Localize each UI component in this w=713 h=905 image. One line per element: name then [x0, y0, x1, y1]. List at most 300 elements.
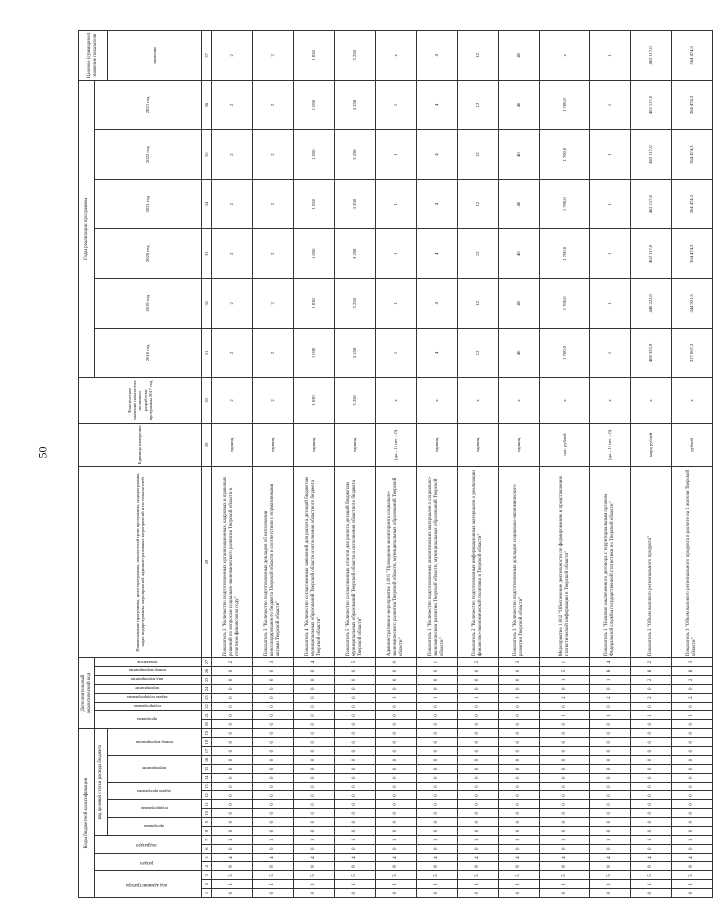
code-cell: 2 — [672, 675, 713, 684]
code-cell: 0 — [631, 738, 672, 747]
table-row — [540, 31, 590, 898]
year-value-cell: 1 050 — [294, 80, 335, 130]
code-cell: 0 — [499, 782, 540, 791]
column-number: 14 — [202, 773, 212, 782]
unit-cell: тыс. рублей — [540, 423, 590, 466]
code-cell: 0 — [540, 747, 590, 756]
program-indicators-table — [78, 30, 713, 898]
code-cell: 0 — [631, 729, 672, 738]
code-cell: 5 — [335, 658, 376, 667]
column-number: 7 — [202, 835, 212, 844]
code-cell: 0 — [590, 747, 631, 756]
code-cell: 2 — [631, 693, 672, 702]
column-number: 10 — [202, 809, 212, 818]
cls-event-header: мероприятие — [95, 684, 202, 693]
code-cell: 0 — [376, 747, 417, 756]
code-cell: 1 — [212, 880, 253, 889]
column-number: 12 — [202, 791, 212, 800]
code-cell: 0 — [212, 791, 253, 800]
code-cell: 0 — [335, 791, 376, 800]
code-cell: 1 — [540, 711, 590, 720]
code-cell: 0 — [540, 720, 590, 729]
code-cell: 0 — [212, 675, 253, 684]
code-cell: 3 — [672, 658, 713, 667]
year-value-cell: 2 — [253, 279, 294, 329]
code-cell: 0 — [212, 738, 253, 747]
code-cell: 0 — [253, 729, 294, 738]
final-value-cell: 12 — [458, 31, 499, 81]
code-cell: 0 — [540, 791, 590, 800]
code-cell: 0 — [631, 809, 672, 818]
code-cell: 8 — [458, 862, 499, 871]
code-cell: 1 — [417, 658, 458, 667]
code-cell: 0 — [631, 844, 672, 853]
code-cell: 0 — [294, 889, 335, 898]
code-cell: 1 — [590, 675, 631, 684]
code-cell: 0 — [540, 756, 590, 765]
classifier-group-header: Дополнительный аналитический код — [79, 658, 95, 729]
code-cell: 0 — [376, 711, 417, 720]
code-subsection-header: подраздел — [95, 835, 202, 853]
year-value-cell: 2 — [212, 328, 253, 378]
code-cell: 0 — [499, 675, 540, 684]
code-cell: 0 — [335, 684, 376, 693]
code-cell: 0 — [212, 702, 253, 711]
year-value-cell: 12 — [458, 130, 499, 180]
final-value-cell: х — [540, 31, 590, 81]
code-cell: 0 — [540, 800, 590, 809]
year-value-cell: 2 — [212, 130, 253, 180]
year-value-cell: 344 921,5 — [672, 279, 713, 329]
code-cell: 0 — [376, 684, 417, 693]
column-number: 33 — [202, 229, 212, 279]
code-cell: 5 — [335, 871, 376, 880]
code-cell: 0 — [376, 764, 417, 773]
indicator-name: Административное мероприятие 1.001 "Проведение мониторинга социально-экономического развития Тверской области, муниципальных образований Тверской области" — [376, 467, 417, 658]
code-cell: 0 — [253, 693, 294, 702]
code-cell: 0 — [590, 738, 631, 747]
code-cell: 0 — [294, 773, 335, 782]
code-cell: 1 — [672, 711, 713, 720]
year-2022-header: 2022 год — [95, 130, 202, 180]
code-cell: 0 — [631, 791, 672, 800]
year-value-cell: 364 474,3 — [672, 179, 713, 229]
code-cell: 0 — [417, 827, 458, 836]
code-cell: 0 — [212, 782, 253, 791]
code-cell: 4 — [458, 853, 499, 862]
code-cell: 0 — [590, 844, 631, 853]
base-value-cell: х — [672, 378, 713, 423]
code-cell: 4 — [417, 853, 458, 862]
code-cell: 1 — [376, 880, 417, 889]
base-value-cell: х — [458, 378, 499, 423]
code-cell: 0 — [417, 729, 458, 738]
cls-indicator-header: показатель — [95, 658, 202, 667]
year-value-cell: 12 — [458, 328, 499, 378]
code-cell: 1 — [335, 835, 376, 844]
code-cell: 0 — [458, 702, 499, 711]
year-value-cell: 40 — [499, 229, 540, 279]
code-cell: 0 — [376, 827, 417, 836]
year-value-cell: 1 — [376, 179, 417, 229]
column-number: 16 — [202, 756, 212, 765]
code-cell: 0 — [253, 800, 294, 809]
code-cell: 1 — [540, 658, 590, 667]
year-value-cell: 12 — [458, 279, 499, 329]
code-cell: 0 — [253, 764, 294, 773]
code-cell: 4 — [294, 658, 335, 667]
code-cell: 0 — [335, 764, 376, 773]
code-cell: 0 — [212, 844, 253, 853]
code-cell: 8 — [335, 862, 376, 871]
code-cell: 8 — [672, 862, 713, 871]
code-cell: 0 — [376, 791, 417, 800]
target-article-header: код целевой статьи расхода бюджета — [95, 729, 108, 836]
year-value-cell: 1 050 — [294, 179, 335, 229]
code-cell: 5 — [540, 871, 590, 880]
code-cell: 0 — [376, 844, 417, 853]
code-cell: 0 — [335, 738, 376, 747]
unit-header: Единица измерения — [79, 423, 202, 466]
codes-group-header: Коды бюджетной классификации — [79, 729, 95, 898]
code-cell: 0 — [212, 747, 253, 756]
code-cell: 8 — [540, 862, 590, 871]
code-cell: 0 — [417, 818, 458, 827]
code-cell: 0 — [376, 720, 417, 729]
column-number: 11 — [202, 800, 212, 809]
column-number: 1 — [202, 889, 212, 898]
code-cell: 0 — [458, 809, 499, 818]
code-cell: 0 — [590, 809, 631, 818]
code-cell: 1 — [631, 880, 672, 889]
code-cell: 1 — [376, 835, 417, 844]
code-cell: 0 — [590, 764, 631, 773]
code-cell: 0 — [294, 782, 335, 791]
cls-task-header: задача подпрограммы — [95, 693, 202, 702]
base-value-cell: х — [376, 378, 417, 423]
column-number: 9 — [202, 818, 212, 827]
year-value-cell: 440 222,0 — [631, 279, 672, 329]
year-value-cell: 2 — [212, 80, 253, 130]
code-cell: 0 — [499, 667, 540, 676]
code-cell: 1 — [590, 835, 631, 844]
code-cell: 0 — [253, 684, 294, 693]
unit-cell: единиц — [499, 423, 540, 466]
unit-cell: рублей — [672, 423, 713, 466]
year-value-cell: 1 — [376, 130, 417, 180]
code-cell: 4 — [499, 853, 540, 862]
final-value-header: значение — [108, 31, 202, 81]
year-value-cell: 1 — [590, 130, 631, 180]
column-number: 32 — [202, 279, 212, 329]
year-value-cell: 2 — [212, 179, 253, 229]
unit-cell: (да – 1/ нет – 0) — [376, 423, 417, 466]
final-value-cell: 2 — [212, 31, 253, 81]
code-cell: 0 — [499, 818, 540, 827]
code-cell: 0 — [253, 773, 294, 782]
year-value-cell: 1 030 — [294, 279, 335, 329]
code-cell: 0 — [631, 684, 672, 693]
code-cell: 0 — [417, 711, 458, 720]
code-cell: 4 — [672, 853, 713, 862]
code-cell: 1 — [631, 835, 672, 844]
indicator-name: Показатель 3 "Количество подготовленных докладов об исполнении консолидированного бюджета Тверской области в соответствии с нормативными актами Тверской области" — [253, 467, 294, 658]
code-cell: 0 — [631, 764, 672, 773]
code-cell: 1 — [212, 835, 253, 844]
code-cell: 0 — [212, 720, 253, 729]
year-value-cell: 40 — [499, 279, 540, 329]
code-cell: 0 — [672, 764, 713, 773]
code-cell: 0 — [294, 818, 335, 827]
code-cell: 0 — [672, 684, 713, 693]
year-value-cell: 2 — [253, 229, 294, 279]
year-value-cell: 1 700,0 — [540, 328, 590, 378]
code-cell: 0 — [590, 756, 631, 765]
unit-cell: единиц — [294, 423, 335, 466]
code-cell: 1 — [499, 693, 540, 702]
code-cell: 0 — [540, 738, 590, 747]
year-value-cell: 3 258 — [335, 130, 376, 180]
code-cell: 0 — [335, 675, 376, 684]
table-row — [212, 31, 253, 898]
code-cell: 0 — [253, 738, 294, 747]
code-cell: 0 — [590, 827, 631, 836]
code-cell: 0 — [294, 791, 335, 800]
code-cell: 1 — [335, 880, 376, 889]
code-cell: 0 — [417, 773, 458, 782]
code-cell: 0 — [253, 702, 294, 711]
year-value-cell: 1 — [590, 229, 631, 279]
code-cell: 0 — [376, 818, 417, 827]
column-number: 21 — [202, 711, 212, 720]
base-value-cell: 1 030 — [294, 378, 335, 423]
code-cell: 0 — [540, 827, 590, 836]
code-cell: 0 — [294, 729, 335, 738]
code-cell: 0 — [376, 738, 417, 747]
unit-cell: единиц — [335, 423, 376, 466]
final-value-cell: 2 — [253, 31, 294, 81]
code-cell: 1 — [417, 835, 458, 844]
table-body — [212, 31, 713, 898]
code-cell: 0 — [376, 782, 417, 791]
year-2021-header: 2021 год — [95, 179, 202, 229]
year-value-cell: 364 474,3 — [672, 80, 713, 130]
code-cell: 0 — [417, 702, 458, 711]
code-cell: 1 — [672, 880, 713, 889]
code-cell: 1 — [376, 693, 417, 702]
code-cell: 0 — [376, 756, 417, 765]
code-cell: 0 — [458, 756, 499, 765]
code-cell: 0 — [458, 738, 499, 747]
code-cell: 0 — [417, 782, 458, 791]
year-value-cell: 1 050 — [294, 130, 335, 180]
code-cell: 0 — [499, 729, 540, 738]
code-cell: 8 — [590, 862, 631, 871]
code-cell: 1 — [672, 835, 713, 844]
year-value-cell: 2 — [253, 179, 294, 229]
indicator-name: Показатель 4 "Количество согласованных заявлений для расчета дотаций бюджетам муниципальных образований Тверской области и исполнения областного бюджета Тверской области" — [294, 467, 335, 658]
code-cell: 0 — [540, 729, 590, 738]
code-cell: 0 — [335, 809, 376, 818]
code-cell: 0 — [631, 720, 672, 729]
code-cell: 0 — [294, 756, 335, 765]
column-number: 13 — [202, 782, 212, 791]
code-cell: 0 — [253, 809, 294, 818]
code-cell: 0 — [376, 809, 417, 818]
column-number: 25 — [202, 675, 212, 684]
code-cell: 5 — [590, 871, 631, 880]
code-cell: 0 — [672, 889, 713, 898]
code-cell: 0 — [499, 738, 540, 747]
code-cell: 1 — [294, 880, 335, 889]
code-cell: 4 — [212, 853, 253, 862]
final-value-cell: 1 050 — [294, 31, 335, 81]
code-cell: 0 — [335, 827, 376, 836]
year-value-cell: 4 — [417, 130, 458, 180]
column-number: 18 — [202, 738, 212, 747]
year-2020-header: 2020 год — [95, 229, 202, 279]
code-subprogram-header: подпрограмма — [108, 800, 202, 818]
code-cell: 0 — [253, 756, 294, 765]
year-value-cell: 12 — [458, 229, 499, 279]
code-event-number-header: номер мероприятия — [108, 729, 202, 756]
final-value-cell: х — [376, 31, 417, 81]
code-cell: 0 — [499, 711, 540, 720]
column-number: 29 — [202, 423, 212, 466]
base-value-cell: 2 — [212, 378, 253, 423]
code-cell: 5 — [253, 871, 294, 880]
code-cell: 0 — [253, 675, 294, 684]
code-cell: 0 — [499, 747, 540, 756]
code-cell: 0 — [335, 693, 376, 702]
code-cell: 0 — [458, 827, 499, 836]
code-cell: 1 — [458, 880, 499, 889]
table-row — [376, 31, 417, 898]
code-cell: 0 — [376, 658, 417, 667]
code-cell: 6 — [672, 667, 713, 676]
year-value-cell: 2 — [212, 279, 253, 329]
code-cell: 0 — [672, 756, 713, 765]
code-cell: 5 — [540, 667, 590, 676]
cls-event-number-header: номер мероприятия — [95, 667, 202, 676]
code-cell: 4 — [540, 853, 590, 862]
code-cell: 0 — [590, 684, 631, 693]
base-value-cell: х — [540, 378, 590, 423]
unit-cell: единиц — [212, 423, 253, 466]
year-value-cell: 317 067,2 — [672, 328, 713, 378]
column-number: 15 — [202, 764, 212, 773]
code-cell: 0 — [294, 702, 335, 711]
code-cell: 0 — [417, 684, 458, 693]
code-cell: 0 — [335, 667, 376, 676]
code-cell: 0 — [212, 809, 253, 818]
year-value-cell: 462 117,0 — [631, 80, 672, 130]
code-cell: 1 — [540, 675, 590, 684]
code-cell: 2 — [212, 658, 253, 667]
year-value-cell: 3 258 — [335, 279, 376, 329]
year-value-cell: 1 — [590, 279, 631, 329]
year-value-cell: 3 258 — [335, 179, 376, 229]
code-cell: 1 — [458, 835, 499, 844]
code-cell: 2 — [458, 658, 499, 667]
unit-cell: (да – 1/ нет – 0) — [590, 423, 631, 466]
code-cell: 8 — [417, 862, 458, 871]
years-group-header: Годы реализации программы — [79, 80, 95, 377]
column-number: 35 — [202, 130, 212, 180]
code-cell: 6 — [631, 667, 672, 676]
code-cell: 0 — [672, 800, 713, 809]
year-value-cell: 1 — [590, 179, 631, 229]
code-cell: 5 — [417, 871, 458, 880]
code-cell: 4 — [631, 853, 672, 862]
code-cell: 0 — [294, 675, 335, 684]
code-cell: 0 — [335, 844, 376, 853]
code-cell: 2 — [540, 693, 590, 702]
code-cell: 0 — [212, 800, 253, 809]
code-cell: 0 — [376, 889, 417, 898]
code-cell: 5 — [672, 871, 713, 880]
code-cell: 3 — [253, 658, 294, 667]
column-number: 36 — [202, 80, 212, 130]
year-value-cell: 1 700,0 — [540, 130, 590, 180]
code-cell: 0 — [335, 702, 376, 711]
code-cell: 5 — [631, 871, 672, 880]
code-cell: 0 — [294, 667, 335, 676]
code-cell: 0 — [335, 818, 376, 827]
table-row — [253, 31, 294, 898]
code-cell: 0 — [417, 747, 458, 756]
code-cell: 1 — [417, 693, 458, 702]
column-number: 37 — [202, 31, 212, 81]
code-cell: 0 — [590, 720, 631, 729]
year-value-cell: 408 353,9 — [631, 328, 672, 378]
indicator-name: Показатель 5 "Количество согласованных отчетов для расчета дотаций бюджетам муниципальных образований Тверской области и исполнения областного бюджета Тверской области" — [335, 467, 376, 658]
code-cell: 0 — [672, 747, 713, 756]
code-cell: 0 — [499, 791, 540, 800]
column-number: 6 — [202, 844, 212, 853]
year-value-cell: 1 700,0 — [540, 229, 590, 279]
code-cell: 0 — [417, 756, 458, 765]
table-row — [294, 31, 335, 898]
year-2023-header: 2023 год — [95, 80, 202, 130]
code-cell: 0 — [540, 782, 590, 791]
column-number: 34 — [202, 179, 212, 229]
year-value-cell: 4 — [417, 328, 458, 378]
code-cell: 0 — [294, 800, 335, 809]
code-cell: 0 — [672, 720, 713, 729]
code-cell: 0 — [417, 667, 458, 676]
code-cell: 0 — [212, 818, 253, 827]
code-cell: 1 — [458, 693, 499, 702]
code-cell: 0 — [253, 782, 294, 791]
year-value-cell: 2 — [212, 229, 253, 279]
year-value-cell: 2 — [253, 130, 294, 180]
unit-cell: единиц — [458, 423, 499, 466]
code-cell: 0 — [499, 844, 540, 853]
page-number: 50 — [35, 446, 50, 459]
code-cell: 0 — [590, 791, 631, 800]
code-cell: 0 — [631, 747, 672, 756]
code-cell: 0 — [590, 702, 631, 711]
cls-subprogram-header: подпрограмма — [95, 702, 202, 711]
code-cell: 4 — [590, 658, 631, 667]
code-admin-header: код администратора — [95, 871, 202, 898]
code-cell: 0 — [376, 800, 417, 809]
code-cell: 0 — [335, 720, 376, 729]
code-cell: 0 — [458, 711, 499, 720]
table-row — [417, 31, 458, 898]
code-cell: 0 — [590, 818, 631, 827]
